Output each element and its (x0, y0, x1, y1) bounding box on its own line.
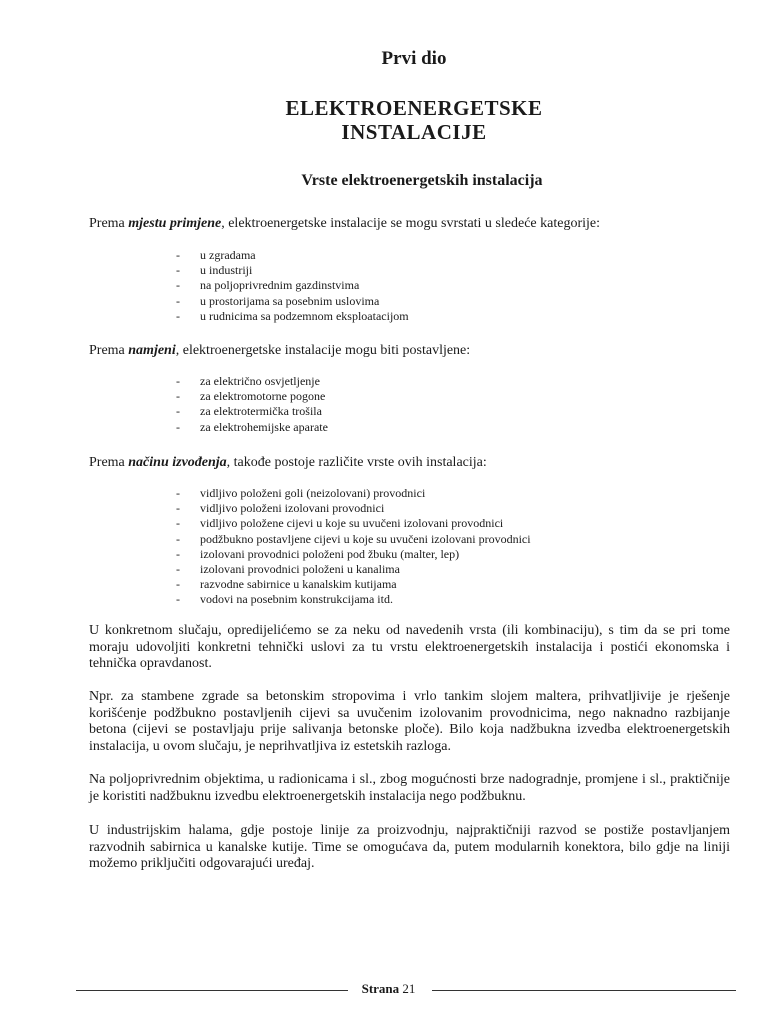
intro-emphasis: načinu izvođenja (128, 455, 227, 470)
part-title: Prvi dio (381, 48, 447, 69)
intro-text-before: Prema (89, 343, 129, 358)
list-item: - za elektromotorne pogone (176, 389, 328, 404)
list-item: - vidljivo položene cijevi u koje su uvučeni izolovani provodnici (176, 516, 531, 531)
list-item: - na poljoprivrednim gazdinstvima (176, 278, 409, 293)
intro-text-before: Prema (89, 455, 129, 470)
list-item: - u industriji (176, 263, 409, 278)
chapter-title-line-2: INSTALACIJE (341, 120, 487, 144)
intro-text-after: , elektroenergetske instalacije se mogu svrstati u sledeće kategorije: (221, 216, 600, 231)
intro-text-before: Prema (89, 216, 129, 231)
intro-nacinu-izvodjenja (89, 454, 487, 471)
intro-emphasis: mjestu primjene (128, 216, 222, 231)
list-item: - u prostorijama sa posebnim uslovima (176, 294, 409, 309)
page-footer (0, 981, 768, 997)
page-label: Strana (361, 981, 400, 996)
intro-mjestu-primjene (89, 215, 600, 232)
section-heading: Vrste elektroenergetskih instalacija (301, 172, 543, 189)
intro-text-after: , takođe postoje različite vrste ovih instalacija: (226, 455, 487, 470)
list-item: - izolovani provodnici položeni pod žbuku (malter, lep) (176, 547, 531, 562)
paragraph: Na poljoprivrednim objektima, u radionicama i sl., zbog mogućnosti brze nadogradnje, promjene i sl., praktičnije je koristiti nadžbuknu izvedbu elektroenergetskih instalacija nego podžbuknu. (89, 772, 730, 804)
paragraph: U konkretnom slučaju, opredijelićemo se za neku od navedenih vrsta (ili kombinaciju), s tim da se pri tome moraju udovoljiti konkretni tehnički uslovi za tu vrstu elektroenergetskih instalacija i postići ekonomska i tehnička opravdanost. (89, 623, 730, 671)
paragraph: Npr. za stambene zgrade sa betonskim stropovima i vrlo tankim slojem maltera, prihvatljivije je rješenje korišćenje podžbukno postavljenih cijevi sa uvučenim izolovanim provodnicima, nego naknadno razbijanje betona (cijevi se postavljaju prije salivanja betonske ploče). Bilo koja nadžbukna izvedba elektroenergetskih instalacija, u ovom slučaju, je neprihvatljiva iz estetskih razloga. (89, 689, 730, 754)
list-item: - u zgradama (176, 248, 409, 263)
list-mjestu-primjene (176, 248, 409, 324)
chapter-title (0, 96, 768, 144)
list-nacinu-izvodjenja (176, 486, 531, 608)
intro-emphasis: namjeni (128, 343, 176, 358)
intro-text-after: , elektroenergetske instalacije mogu biti postavljene: (175, 343, 471, 358)
list-item: - izolovani provodnici položeni u kanalima (176, 562, 531, 577)
intro-namjeni (89, 342, 470, 359)
list-item: - razvodne sabirnice u kanalskim kutijama (176, 577, 531, 592)
list-item: - za elektrotermička trošila (176, 404, 328, 419)
list-item: - za elektrohemijske aparate (176, 420, 328, 435)
list-namjeni (176, 374, 328, 435)
list-item: - podžbukno postavljene cijevi u koje su uvučeni izolovani provodnici (176, 532, 531, 547)
chapter-title-line-1: ELEKTROENERGETSKE (285, 96, 543, 120)
page-number: 21 (402, 981, 416, 996)
list-item: - vidljivo položeni izolovani provodnici (176, 501, 531, 516)
paragraph: U industrijskim halama, gdje postoje linije za proizvodnju, najpraktičniji razvod se postiže postavljanjem razvodnih sabirnica u kanalske kutije. Time se omogućava da, putem modularnih konektora, bilo gdje na liniji možemo priključiti odgovarajući uređaj. (89, 823, 730, 871)
list-item: - u rudnicima sa podzemnom eksploatacijom (176, 309, 409, 324)
list-item: - vodovi na posebnim konstrukcijama itd. (176, 592, 531, 607)
list-item: - za električno osvjetljenje (176, 374, 328, 389)
list-item: - vidljivo položeni goli (neizolovani) provodnici (176, 486, 531, 501)
